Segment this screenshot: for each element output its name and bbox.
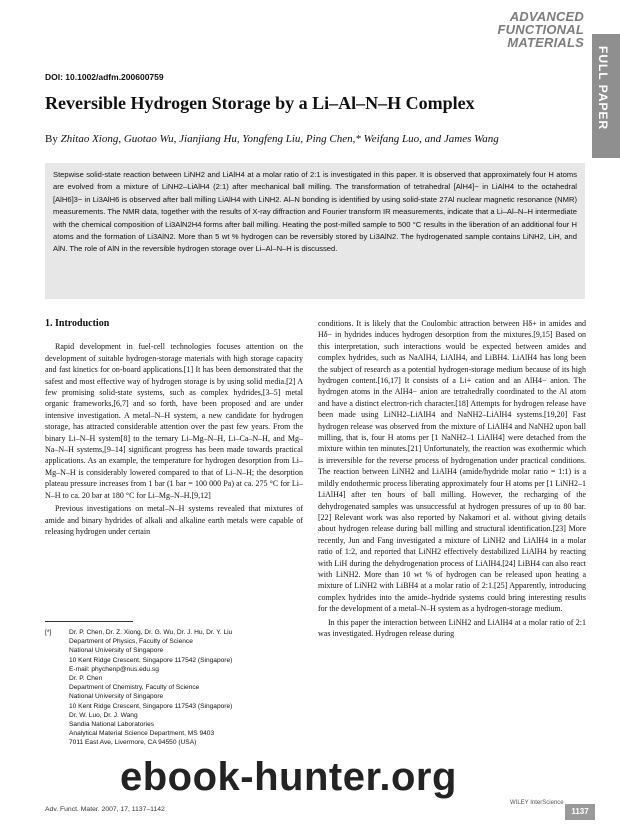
journal-logo — [498, 10, 585, 49]
footnote-line: Dr. W. Luo, Dr. J. Wang — [69, 711, 138, 719]
footnote-line: Sandia National Laboratories — [69, 721, 155, 729]
footnote-line: Department of Chemistry, Faculty of Science — [69, 684, 200, 692]
footnote-line: Dr. P. Chen, Dr. Z. Xiong, Dr. G. Wu, Dr. J. Hu, Dr. Y. Liu — [69, 629, 233, 636]
footnote-line: Analytical Material Science Department, MS 9403 — [69, 730, 215, 738]
abstract-box: Stepwise solid-state reaction between LiNH2 and LiAlH4 at a molar ratio of 2:1 is investigated in this paper. It is observed that approximately four H atoms are evolved from a mixture of LiNH2–LiAlH4 (2:1) after mechanical ball milling. The transformation of tetrahedral [AlH4]− in LiAlH4 to the octahedral [AlH6]3− in Li3AlH6 is observed after ball milling LiAlH4 with LiNH2. Al–N bonding is identified by using solid-state 27Al nuclear magnetic resonance (NMR) measurements. The NMR data, together with the results of X-ray diffraction and Fourier transform IR measurements, indicate that a Li–Al–N–H intermediate with the chemical composition of Li3AlN2H4 forms after ball milling. Heating the post-milled sample to 500 °C results in the liberation of an additional four H atoms and the formation of Li3AlN2. More than 5 wt % hydrogen can be reversibly stored by Li3AlN2. The hydrogenated sample contains LiNH2, LiH, and AlN. The role of AlN in the reversible hydrogen storage over Li–Al–N–H is discussed. — [45, 163, 585, 299]
section-side-tab — [592, 34, 620, 158]
footnote-divider — [45, 621, 133, 622]
article-title: Reversible Hydrogen Storage by a Li–Al–N–H Complex — [45, 93, 475, 113]
right-column — [318, 318, 586, 641]
side-tab-label: FULL PAPER — [596, 46, 610, 131]
footnote-mark: [*] — [45, 629, 52, 636]
doi-line[interactable]: DOI: 10.1002/adfm.200600759 — [45, 72, 164, 82]
author-last: and James Wang — [424, 133, 499, 145]
page-number: 1137 — [565, 804, 595, 820]
author-list: Zhitao Xiong, Guotao Wu, Jianjiang Hu, Yongfeng Liu, Ping Chen,* Weifang Luo, — [60, 133, 422, 145]
footnote-email[interactable]: E-mail: phychenp@nus.edu.sg — [69, 665, 159, 673]
author-prefix: By — [45, 133, 58, 145]
body-paragraph: Rapid development in fuel-cell technologies focuses attention on the development of suitable hydrogen-storage materials with high storage capacity and fast kinetics for on-board applications.[1] It has been demonstrated that the safest and most effective way of hydrogen storage is by using solid media.[2] A few promising solid-state systems, such as complex hydrides,[3–5] metal organic frameworks,[6,7] and so forth, have been proposed and are under intensive investigation. A metal–N–H system, a new candidate for hydrogen storage, has attracted considerable attention over the past few years. From the binary Li–N–H system[8] to the ternary Li–Mg–N–H, Li–Ca–N–H, and Mg–Na–N–H systems,[9–14] significant progress has been made towards practical applications. As an example, the temperature for hydrogen desorption from Li–Mg–N–H is considerably lowered compared to that of Li–N–H; the desorption plateau pressure increases from 1 bar (1 bar = 100 000 Pa) at ca. 275 °C for Li–N–H to ca. 20 bar at 180 °C for Li–Mg–N–H.[9,12] — [45, 342, 303, 500]
footnote-line: National University of Singapore — [69, 693, 164, 701]
publisher-logo: WILEY InterScience — [510, 800, 564, 806]
body-paragraph: In this paper the interaction between LiNH2 and LiAlH4 at a molar ratio of 2:1 was investigated. Hydrogen release during — [318, 617, 586, 638]
footnote-line: Department of Physics, Faculty of Science — [69, 638, 193, 646]
section-heading: 1. Introduction — [45, 318, 110, 329]
journal-logo-line-1: ADVANCED — [509, 9, 584, 24]
affiliation-footnote — [45, 628, 305, 748]
journal-logo-line-3: MATERIALS — [507, 35, 584, 50]
watermark-text: ebook-hunter.org — [120, 755, 457, 799]
footnote-line: 10 Kent Ridge Crescent, Singapore 117542 (Singapore) — [69, 656, 233, 664]
footnote-line: 7011 East Ave, Livermore, CA 94550 (USA) — [69, 739, 197, 747]
author-line — [45, 133, 585, 145]
citation-line: Adv. Funct. Mater. 2007, 17, 1137–1142 — [45, 806, 165, 813]
left-column — [45, 318, 303, 539]
body-paragraph: Previous investigations on metal–N–H systems revealed that mixtures of amide and binary hydrides of alkali and alkaline earth metals were capable of releasing hydrogen under certain — [45, 504, 303, 536]
footnote-line: 10 Kent Ridge Crescent, Singapore 117543 (Singapore) — [69, 702, 233, 710]
footnote-line: National University of Singapore — [69, 647, 164, 655]
body-paragraph: conditions. It is likely that the Coulombic attraction between Hδ+ in amides and Hδ− in hydrides induces hydrogen desorption from the mixtures.[9,15] Based on this interpretation, such interactions would be expected between amides and complex hydrides, such as NaAlH4, LiAlH4, and LiBH4. LiAlH4 has long been the subject of research as a potential hydrogen-storage medium because of its high hydrogen content.[16,17] It consists of a Li+ cation and an AlH4− anion. The hydrogen atoms in the AlH4− anion are tetrahedrally coordinated to the Al atom and have a distinct electron-rich character.[18] Attempts for hydrogen release have been made using LiNH2–LiAlH4 and NaNH2–LiAlH4 systems.[19,20] Fast hydrogen release was observed from the mixture of LiAlH4 and NaNH2 upon ball milling, that is, four H atoms per [1 NaNH2–1 LiAlH4] were detached from the mixture within ten minutes.[21] Unfortunately, the reaction was exothermic which is irreversible for the reverse process of hydrogenation under practical conditions. The reaction between LiNH2 and LiAlH4 (amide/hydride molar ratio = 1:1) is a mildly endothermic process liberating approximately four H atoms per [1 LiNH2–1 LiAlH4] after ten hours of ball milling. However, the recharging of the dehydrogenated samples was unsuccessful at hydrogen pressures of up to 80 bar.[22] Relevant work was also reported by Nakamori et al. without giving details about hydrogen release during ball milling and structural identification.[23] More recently, Jun and Fang investigated a mixture of LiNH2 and LiAlH4 in a molar ratio of 1:2, and reported that LiNH2 effectively destabilized LiAlH4 by reacting with LiH during the dehydrogenation process of LiAlH4.[24] LiBH4 can also react with LiNH2. More than 10 wt % of hydrogen can be released upon heating a mixture of LiNH2 with LiBH4 at a molar ratio of 2:1.[25] Apparently, introducing complex hydrides into the amide–hydride systems could bring interesting results for the development of a metal–N–H system as a hydrogen-storage medium. — [318, 319, 586, 614]
footnote-line: Dr. P. Chen — [69, 675, 103, 683]
journal-logo-line-2: FUNCTIONAL — [497, 22, 584, 37]
